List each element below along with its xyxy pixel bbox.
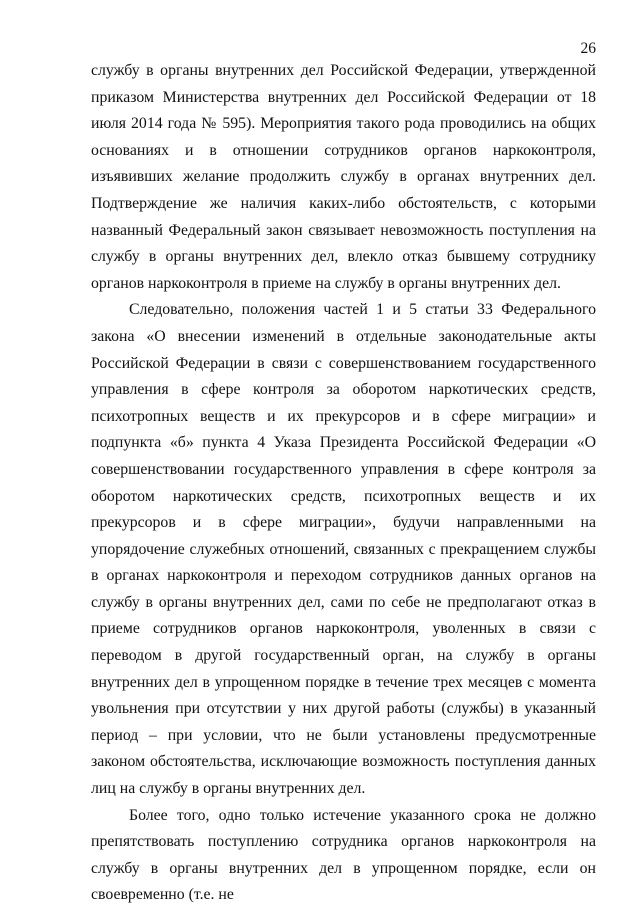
paragraph-consequently: Следовательно, положения частей 1 и 5 статьи 33 Федерального закона «О внесении изменений в отдельные законодательные акты Российской Федерации в связи с совершенствованием государственного управления в сфере контроля за оборотом наркотических средств, психотропных веществ и их прекурсоров и в сфере миграции» и подпункта «б» пункта 4 Указа Президента Российской Федерации «О совершенствовании государственного управления в сфере контроля за оборотом наркотических средств, психотропных веществ и их прекурсоров и в сфере миграции», будучи направленными на упорядочение служебных отношений, связанных с прекращением службы в органах наркоконтроля и переходом сотрудников данных органов на службу в органы внутренних дел, сами по себе не предполагают отказ в приеме сотрудников органов наркоконтроля, уволенных в связи с переводом в другой государственный орган, на службу в органы внутренних дел в упрощенном порядке в течение трех месяцев с момента увольнения при отсутствии у них другой работы (службы) в указанный период – при условии, что не были установлены предусмотренные законом обстоятельства, исключающие возможность поступления данных лиц на службу в органы внутренних дел. [91,301,596,798]
paragraph-continuation: службу в органы внутренних дел Российской Федерации, утвержденной приказом Министерства внутренних дел Российской Федерации от 18 июля 2014 года № 595). Мероприятия такого рода проводились на общих основаниях и в отношении сотрудников органов наркоконтроля, изъявивших желание продолжить службу в органах внутренних дел. Подтверждение же наличия каких-либо обстоятельств, с которыми названный Федеральный закон связывает невозможность поступления на службу в органы внутренних дел, влекло отказ бывшему сотруднику органов наркоконтроля в приеме на службу в органы внутренних дел. [91,62,596,292]
document-body [91,58,596,909]
paragraph-moreover: Более того, одно только истечение указанного срока не должно препятствовать поступлению сотрудника органов наркоконтроля на службу в органы внутренних дел в упрощенном порядке, если он своевременно (т.е. не [91,806,596,904]
page-number: 26 [580,40,596,57]
